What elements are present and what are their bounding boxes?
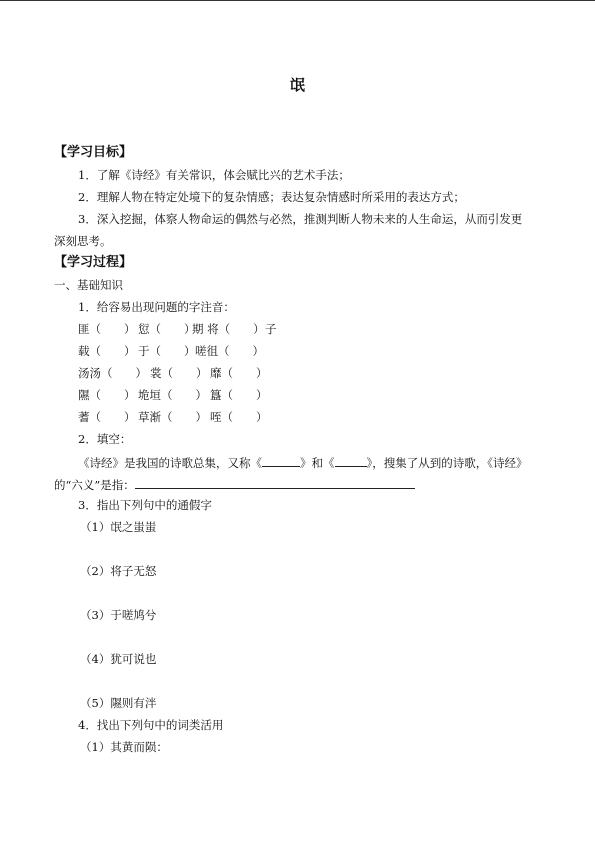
pinyin-item: 草渐（ ） <box>138 410 207 424</box>
answer-blank <box>335 455 367 467</box>
objective-item: 2．理解人物在特定处境下的复杂情感；表达复杂情感时所采用的表达方式； <box>78 190 465 204</box>
fill-blank-paragraph <box>54 477 415 492</box>
fill-text: 《诗经》是我国的诗歌总集，又称《 <box>78 456 262 470</box>
sub-question: （4）犹可说也 <box>80 652 157 666</box>
pinyin-item: 隰（ ） <box>78 388 136 402</box>
sub-question: （1）氓之蚩蚩 <box>80 520 157 534</box>
fill-blank-paragraph <box>78 455 528 470</box>
question-prompt: 4．找出下列句中的词类活用 <box>78 718 224 732</box>
pinyin-item: 裳（ ） <box>150 366 208 380</box>
question-prompt: 1．给容易出现问题的字注音： <box>78 300 235 314</box>
sub-question: （1）其黄而陨： <box>80 740 168 754</box>
section-heading-process: 【学习过程】 <box>54 255 133 270</box>
sub-question: （5）隰则有泮 <box>80 696 157 710</box>
fill-text: 的“六义”是指： <box>54 478 135 492</box>
answer-blank <box>262 455 300 467</box>
pinyin-item: 簋（ ） <box>210 388 268 402</box>
pinyin-item: 蓍（ ） <box>78 410 136 424</box>
objective-item: 1．了解《诗经》有关常识，体会赋比兴的艺术手法； <box>78 168 350 182</box>
pinyin-item: 愆（ ） <box>138 322 196 336</box>
pinyin-item: 于（ ） <box>138 344 196 358</box>
question-prompt: 2．填空： <box>78 432 132 446</box>
section-heading-objectives: 【学习目标】 <box>54 145 133 160</box>
sub-question: （3）于嗟鸠兮 <box>80 608 157 622</box>
pinyin-item: 咥（ ） <box>210 410 268 424</box>
fill-text: 》和《 <box>300 456 335 470</box>
sub-question: （2）将子无怒 <box>80 564 157 578</box>
page-title: 氓 <box>289 76 305 94</box>
pinyin-item: 嗟徂（ ） <box>195 344 264 358</box>
question-prompt: 3．指出下列句中的通假字 <box>78 498 212 512</box>
objective-item: 3．深入挖掘，体察人物命运的偶然与必然，推测判断人物未来的人生命运，从而引发更 <box>78 212 523 226</box>
objective-item-continuation: 深刻思考。 <box>54 234 112 248</box>
pinyin-item: 载（ ） <box>78 344 136 358</box>
pinyin-item: 汤汤（ ） <box>78 366 147 380</box>
pinyin-item: 靡（ ） <box>210 366 268 380</box>
pinyin-item: 子 <box>265 322 277 336</box>
pinyin-item: 匪（ ） <box>78 322 136 336</box>
page-top-border <box>0 0 595 1</box>
part-title: 一、基础知识 <box>54 278 123 292</box>
fill-text: 》，搜集了从到的诗歌，《诗经》 <box>366 456 528 470</box>
pinyin-item: 垝垣（ ） <box>138 388 207 402</box>
answer-blank <box>135 477 415 489</box>
pinyin-item: 期 将（ ） <box>192 322 265 336</box>
